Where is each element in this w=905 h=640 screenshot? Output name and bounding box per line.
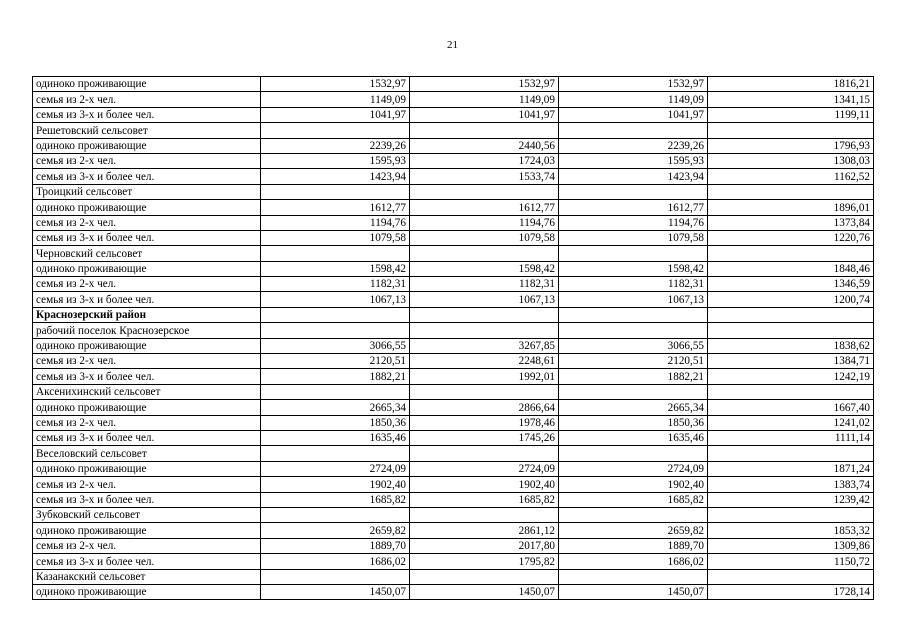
table-row xyxy=(33,477,874,492)
table-row xyxy=(33,230,874,245)
value-cell-col3: 1635,46 xyxy=(559,430,708,445)
table-row xyxy=(33,492,874,507)
value-cell-col1: 2665,34 xyxy=(261,400,410,415)
value-cell-col1: 3066,55 xyxy=(261,338,410,353)
value-cell-col2: 2724,09 xyxy=(410,461,559,476)
table-row xyxy=(33,169,874,184)
value-cell-col3 xyxy=(559,246,708,261)
value-cell-col3 xyxy=(559,323,708,338)
row-label-cell: семья из 2-х чел. xyxy=(33,153,261,168)
row-label-cell: семья из 3-х и более чел. xyxy=(33,107,261,122)
row-label-cell: одиноко проживающие xyxy=(33,400,261,415)
value-cell-col4 xyxy=(708,184,874,199)
row-label-cell: семья из 2-х чел. xyxy=(33,477,261,492)
value-cell-col3: 1612,77 xyxy=(559,200,708,215)
value-cell-col3: 1532,97 xyxy=(559,77,708,92)
value-cell-col4: 1199,11 xyxy=(708,107,874,122)
table-row xyxy=(33,430,874,445)
table-row xyxy=(33,277,874,292)
value-cell-col3 xyxy=(559,184,708,199)
value-cell-col2: 1978,46 xyxy=(410,415,559,430)
table-row xyxy=(33,200,874,215)
table-row xyxy=(33,138,874,153)
value-cell-col4: 1239,42 xyxy=(708,492,874,507)
value-cell-col2: 1992,01 xyxy=(410,369,559,384)
value-cell-col2: 2866,64 xyxy=(410,400,559,415)
row-label-cell: Троицкий сельсовет xyxy=(33,184,261,199)
row-label-cell: семья из 3-х и более чел. xyxy=(33,169,261,184)
value-cell-col4: 1816,21 xyxy=(708,77,874,92)
table-body xyxy=(33,77,874,600)
value-cell-col3: 2239,26 xyxy=(559,138,708,153)
value-cell-col4: 1373,84 xyxy=(708,215,874,230)
table-row xyxy=(33,92,874,107)
value-cell-col1: 2659,82 xyxy=(261,523,410,538)
value-cell-col4 xyxy=(708,384,874,399)
value-cell-col4: 1896,01 xyxy=(708,200,874,215)
value-cell-col2: 1182,31 xyxy=(410,277,559,292)
value-cell-col2: 1149,09 xyxy=(410,92,559,107)
value-cell-col1 xyxy=(261,569,410,584)
value-cell-col1 xyxy=(261,323,410,338)
value-cell-col1: 1612,77 xyxy=(261,200,410,215)
table-row xyxy=(33,523,874,538)
table-row xyxy=(33,384,874,399)
value-cell-col1: 1423,94 xyxy=(261,169,410,184)
table-row xyxy=(33,323,874,338)
value-cell-col1: 1182,31 xyxy=(261,277,410,292)
value-cell-col2 xyxy=(410,384,559,399)
value-cell-col2 xyxy=(410,507,559,522)
value-cell-col4 xyxy=(708,323,874,338)
table-row xyxy=(33,77,874,92)
row-label-cell: одиноко проживающие xyxy=(33,261,261,276)
value-cell-col1: 1067,13 xyxy=(261,292,410,307)
value-cell-col2: 1194,76 xyxy=(410,215,559,230)
value-cell-col4: 1853,32 xyxy=(708,523,874,538)
row-label-cell: одиноко проживающие xyxy=(33,77,261,92)
value-cell-col1: 1889,70 xyxy=(261,538,410,553)
value-cell-col4 xyxy=(708,307,874,322)
value-cell-col4: 1383,74 xyxy=(708,477,874,492)
value-cell-col1: 1194,76 xyxy=(261,215,410,230)
value-cell-col2 xyxy=(410,123,559,138)
value-cell-col2: 1079,58 xyxy=(410,230,559,245)
value-cell-col3: 1079,58 xyxy=(559,230,708,245)
value-cell-col3 xyxy=(559,507,708,522)
value-cell-col1: 1079,58 xyxy=(261,230,410,245)
value-cell-col3: 1067,13 xyxy=(559,292,708,307)
value-cell-col1 xyxy=(261,123,410,138)
row-label-cell: одиноко проживающие xyxy=(33,200,261,215)
value-cell-col1: 2120,51 xyxy=(261,354,410,369)
row-label-cell: семья из 2-х чел. xyxy=(33,354,261,369)
value-cell-col4 xyxy=(708,446,874,461)
table-row xyxy=(33,246,874,261)
value-cell-col2: 1745,26 xyxy=(410,430,559,445)
value-cell-col1: 1685,82 xyxy=(261,492,410,507)
value-cell-col4: 1162,52 xyxy=(708,169,874,184)
value-cell-col3: 1685,82 xyxy=(559,492,708,507)
value-cell-col4 xyxy=(708,246,874,261)
value-cell-col2: 1450,07 xyxy=(410,584,559,599)
value-cell-col4 xyxy=(708,507,874,522)
row-label-cell: Решетовский сельсовет xyxy=(33,123,261,138)
value-cell-col1 xyxy=(261,307,410,322)
value-cell-col3: 2724,09 xyxy=(559,461,708,476)
table-row xyxy=(33,354,874,369)
row-label-cell: семья из 2-х чел. xyxy=(33,215,261,230)
row-label-cell: одиноко проживающие xyxy=(33,461,261,476)
value-cell-col1: 1598,42 xyxy=(261,261,410,276)
value-cell-col2: 1598,42 xyxy=(410,261,559,276)
row-label-cell: семья из 3-х и более чел. xyxy=(33,430,261,445)
table-row xyxy=(33,292,874,307)
row-label-cell: семья из 3-х и более чел. xyxy=(33,554,261,569)
row-label-cell: Веселовский сельсовет xyxy=(33,446,261,461)
value-cell-col3: 1882,21 xyxy=(559,369,708,384)
value-cell-col1: 1850,36 xyxy=(261,415,410,430)
value-cell-col2: 1533,74 xyxy=(410,169,559,184)
row-label-cell: Черновский сельсовет xyxy=(33,246,261,261)
value-cell-col1: 1595,93 xyxy=(261,153,410,168)
value-cell-col3: 1450,07 xyxy=(559,584,708,599)
row-label-cell: семья из 3-х и более чел. xyxy=(33,492,261,507)
table-row xyxy=(33,507,874,522)
value-cell-col4: 1838,62 xyxy=(708,338,874,353)
value-cell-col4: 1667,40 xyxy=(708,400,874,415)
value-cell-col1: 1635,46 xyxy=(261,430,410,445)
value-cell-col2: 1724,03 xyxy=(410,153,559,168)
row-label-cell: семья из 2-х чел. xyxy=(33,538,261,553)
value-cell-col3: 1598,42 xyxy=(559,261,708,276)
value-cell-col2: 1612,77 xyxy=(410,200,559,215)
value-cell-col1: 2239,26 xyxy=(261,138,410,153)
value-cell-col3: 3066,55 xyxy=(559,338,708,353)
value-cell-col2: 2440,56 xyxy=(410,138,559,153)
value-cell-col1: 1450,07 xyxy=(261,584,410,599)
value-cell-col3: 1595,93 xyxy=(559,153,708,168)
value-cell-col2 xyxy=(410,246,559,261)
value-cell-col2 xyxy=(410,446,559,461)
row-label-cell: семья из 2-х чел. xyxy=(33,415,261,430)
value-cell-col2 xyxy=(410,569,559,584)
value-cell-col3: 1182,31 xyxy=(559,277,708,292)
row-label-cell: Краснозерский район xyxy=(33,307,261,322)
value-cell-col1 xyxy=(261,246,410,261)
row-label-cell: рабочий поселок Краснозерское xyxy=(33,323,261,338)
value-cell-col3: 1041,97 xyxy=(559,107,708,122)
table-row xyxy=(33,554,874,569)
page-number: 21 xyxy=(447,39,458,51)
value-cell-col1 xyxy=(261,446,410,461)
tariff-table xyxy=(32,76,874,600)
value-cell-col2: 1067,13 xyxy=(410,292,559,307)
value-cell-col1: 1686,02 xyxy=(261,554,410,569)
table-row xyxy=(33,584,874,599)
table-row xyxy=(33,461,874,476)
value-cell-col4: 1384,71 xyxy=(708,354,874,369)
table-row xyxy=(33,415,874,430)
row-label-cell: одиноко проживающие xyxy=(33,138,261,153)
value-cell-col2 xyxy=(410,184,559,199)
value-cell-col3: 1889,70 xyxy=(559,538,708,553)
value-cell-col4: 1728,14 xyxy=(708,584,874,599)
value-cell-col1 xyxy=(261,384,410,399)
value-cell-col4: 1848,46 xyxy=(708,261,874,276)
value-cell-col2: 1532,97 xyxy=(410,77,559,92)
value-cell-col2: 1041,97 xyxy=(410,107,559,122)
table-row xyxy=(33,153,874,168)
value-cell-col4: 1796,93 xyxy=(708,138,874,153)
value-cell-col4: 1341,15 xyxy=(708,92,874,107)
value-cell-col3: 1902,40 xyxy=(559,477,708,492)
value-cell-col2 xyxy=(410,307,559,322)
table-row xyxy=(33,400,874,415)
value-cell-col2: 2248,61 xyxy=(410,354,559,369)
value-cell-col1: 1902,40 xyxy=(261,477,410,492)
value-cell-col1: 1532,97 xyxy=(261,77,410,92)
value-cell-col4: 1200,74 xyxy=(708,292,874,307)
district-header-row xyxy=(33,307,874,322)
table-row xyxy=(33,338,874,353)
value-cell-col4: 1346,59 xyxy=(708,277,874,292)
value-cell-col3 xyxy=(559,446,708,461)
value-cell-col4: 1242,19 xyxy=(708,369,874,384)
value-cell-col4: 1871,24 xyxy=(708,461,874,476)
value-cell-col2: 2017,80 xyxy=(410,538,559,553)
value-cell-col3 xyxy=(559,569,708,584)
table-row xyxy=(33,261,874,276)
value-cell-col4: 1150,72 xyxy=(708,554,874,569)
value-cell-col3: 1850,36 xyxy=(559,415,708,430)
value-cell-col1: 1149,09 xyxy=(261,92,410,107)
value-cell-col2: 1795,82 xyxy=(410,554,559,569)
row-label-cell: одиноко проживающие xyxy=(33,338,261,353)
value-cell-col3: 1194,76 xyxy=(559,215,708,230)
table-row xyxy=(33,538,874,553)
row-label-cell: семья из 2-х чел. xyxy=(33,92,261,107)
value-cell-col1: 1882,21 xyxy=(261,369,410,384)
table-row xyxy=(33,369,874,384)
value-cell-col3: 2665,34 xyxy=(559,400,708,415)
row-label-cell: семья из 3-х и более чел. xyxy=(33,369,261,384)
value-cell-col4: 1309,86 xyxy=(708,538,874,553)
value-cell-col1: 1041,97 xyxy=(261,107,410,122)
row-label-cell: одиноко проживающие xyxy=(33,523,261,538)
value-cell-col2: 3267,85 xyxy=(410,338,559,353)
value-cell-col2: 1902,40 xyxy=(410,477,559,492)
value-cell-col3: 1686,02 xyxy=(559,554,708,569)
value-cell-col4: 1220,76 xyxy=(708,230,874,245)
table-row xyxy=(33,123,874,138)
row-label-cell: Казанакский сельсовет xyxy=(33,569,261,584)
value-cell-col4: 1308,03 xyxy=(708,153,874,168)
value-cell-col4 xyxy=(708,569,874,584)
table-row xyxy=(33,107,874,122)
value-cell-col3: 1149,09 xyxy=(559,92,708,107)
table-row xyxy=(33,215,874,230)
row-label-cell: Зубковский сельсовет xyxy=(33,507,261,522)
table-row xyxy=(33,569,874,584)
value-cell-col3: 2120,51 xyxy=(559,354,708,369)
row-label-cell: семья из 2-х чел. xyxy=(33,277,261,292)
value-cell-col4 xyxy=(708,123,874,138)
row-label-cell: семья из 3-х и более чел. xyxy=(33,230,261,245)
value-cell-col1 xyxy=(261,184,410,199)
value-cell-col3 xyxy=(559,384,708,399)
value-cell-col4: 1241,02 xyxy=(708,415,874,430)
value-cell-col4: 1111,14 xyxy=(708,430,874,445)
row-label-cell: одиноко проживающие xyxy=(33,584,261,599)
value-cell-col3: 2659,82 xyxy=(559,523,708,538)
row-label-cell: семья из 3-х и более чел. xyxy=(33,292,261,307)
value-cell-col1: 2724,09 xyxy=(261,461,410,476)
value-cell-col3: 1423,94 xyxy=(559,169,708,184)
value-cell-col2: 1685,82 xyxy=(410,492,559,507)
value-cell-col3 xyxy=(559,307,708,322)
value-cell-col1 xyxy=(261,507,410,522)
table-row xyxy=(33,446,874,461)
table-row xyxy=(33,184,874,199)
value-cell-col3 xyxy=(559,123,708,138)
row-label-cell: Аксенихинский сельсовет xyxy=(33,384,261,399)
value-cell-col2 xyxy=(410,323,559,338)
value-cell-col2: 2861,12 xyxy=(410,523,559,538)
